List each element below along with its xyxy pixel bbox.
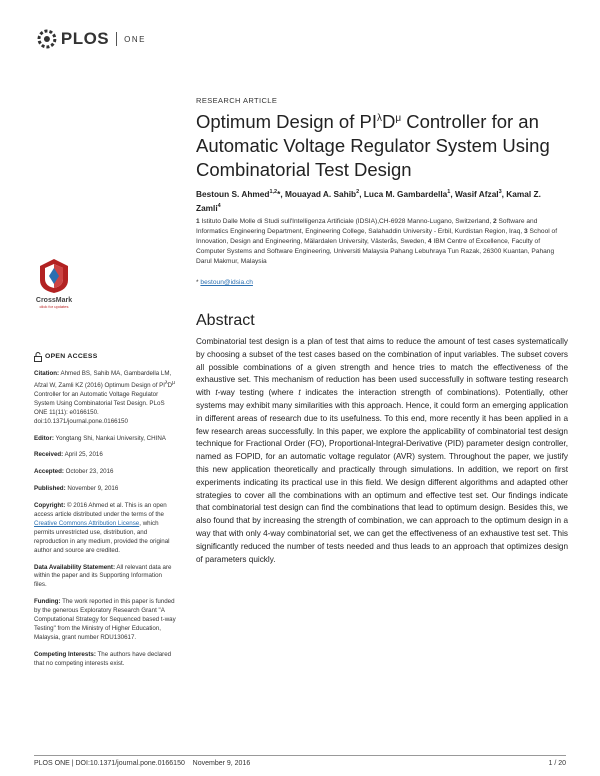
author[interactable]: Bestoun S. Ahmed$^{1,2}$*	[196, 188, 281, 199]
article-title: Optimum Design of $PI^\lambda D^\mu$ Controller for an Automatic Voltage Regulator System Using Combinatorial Test Design	[196, 111, 550, 181]
open-access-label: OPEN ACCESS	[34, 352, 176, 362]
author[interactable]: Mouayad A. Sahib$^2$	[284, 188, 360, 199]
logo-brand: PLOS	[60, 29, 110, 48]
logo-divider	[116, 32, 117, 46]
accepted-date: Accepted: October 23, 2016	[34, 468, 114, 476]
published-date: Published: November 9, 2016	[34, 485, 119, 493]
plos-one-logo[interactable]	[36, 28, 146, 50]
crossmark-badge[interactable]	[34, 258, 74, 312]
crossmark-icon	[37, 258, 71, 294]
footer-citation: PLOS ONE | DOI:10.1371/journal.pone.0166150 November 9, 2016	[34, 760, 251, 767]
crossmark-sub: click for updates	[39, 304, 69, 309]
license-link[interactable]: Creative Commons Attribution License	[34, 519, 140, 527]
corresponding-email: * bestoun@idsia.ch	[196, 279, 253, 286]
copyright: Copyright: © 2016 Ahmed et al. This is an open access article distributed under the terms of the Creative Commons Attribution License, which permits unrestricted use, distribution, and reproduction in any medium, provided the original author and source are credited.	[34, 502, 170, 554]
article-sidebar	[34, 352, 176, 677]
plos-logo-icon	[36, 28, 58, 50]
author[interactable]: Luca M. Gambardella$^1$	[363, 188, 451, 199]
author[interactable]: Kamal Z. Zamli$^4$	[196, 188, 541, 213]
footer-divider	[34, 755, 566, 756]
open-lock-icon	[34, 352, 42, 362]
competing-interests: Competing Interests: The authors have declared that no competing interests exist.	[34, 650, 172, 667]
data-availability: Data Availability Statement: All relevant data are within the paper and its Supporting Information files.	[34, 563, 172, 589]
funding: Funding: The work reported in this paper is funded by the generous Exploratory Research Grant "A Computational Strategy for Sequenced based t-way Testing" from the Ministry of Higher Education, Malaysia, grant number RDU130617.	[34, 598, 176, 641]
author[interactable]: Wasif Afzal$^3$	[454, 188, 502, 199]
article-type: RESEARCH ARTICLE	[196, 96, 278, 105]
abstract-body: Combinatorial test design is a plan of test that aims to reduce the amount of test cases systematically by choosing a subset of the test cases based on the combination of input variables. The subset covers all possible combinations of a given strength and hence tries to match the effectiveness of the exhaustive set. This mechanism of reduction has been used successfully in software testing research with t-way testing (where t indicates the interaction strength of combinations). Potentially, other systems may exhibit many similarities with this approach. Hence, it could form an emerging application in different areas of research due to its usefulness. To this end, more recently it has been applied in a few research areas successfully. In this paper, we explore the applicability of combinatorial test design technique for Fractional Order (FO), Proportional-Integral-Derivative (PID) parameter design controller, named as FOPID, for an automatic voltage regulator (AVR) system. Throughout the paper, we justify this new application theoretically and practically through simulations. In addition, we report on first experiments indicating its practical use in this field. We design different algorithms and adapted other strategies to cover all the combinations with an optimum and effective test set. Our findings indicate that combinatorial test design can find the combinations that lead to optimum design. Besides this, we also found that by increasing the strength of combination, we can approach to the optimum design in a way that with only 4-way combinatorial set, we can get the effectiveness of an exhaustive test set. This significantly reduced the number of tests needed and thus leads to an approach that optimizes design of parameters quickly.	[196, 337, 568, 564]
received-date: Received: April 25, 2016	[34, 451, 103, 459]
abstract-heading: Abstract	[196, 312, 255, 329]
author-list: Bestoun S. Ahmed$^{1,2}$*, Mouayad A. Sahib$^2$, Luca M. Gambardella$^1$, Wasif Afzal$^3$, Kamal Z. Zamli$^4$	[196, 188, 541, 213]
crossmark-label: CrossMark	[35, 297, 73, 304]
citation: Citation: Ahmed BS, Sahib MA, Gambardella LM, Afzal W, Zamli KZ (2016) Optimum Design of $PI^\lambda D^\mu$ Controller for an Automatic Voltage Regulator System Using Combinatorial Test Design. PLoS ONE 11(11): e0166150. doi:10.1371/journal.pone.0166150	[34, 370, 176, 425]
logo-journal: ONE	[124, 34, 146, 44]
email-link[interactable]: bestoun@idsia.ch	[200, 279, 253, 286]
editor: Editor: Yongtang Shi, Nankai University, CHINA	[34, 434, 166, 442]
affiliations: 1 Istituto Dalle Molle di Studi sull'Intelligenza Artificiale (IDSIA),CH-6928 Manno-Lugano, Switzerland, 2 Software and Informatics Engineering Department, Engineering College, Salahaddin University - Erbil, Kurdistan Region, Iraq, 3 School of Innovation, Design and Engineering, Mälardalen University, Västerås, Sweden, 4 IBM Centre of Excellence, Faculty of Computer Systems and Software Engineering, Universiti Malaysia Pahang Lebuhraya Tun Razak, 26300 Kuantan, Pahang Darul Makmur, Malaysia	[196, 218, 558, 265]
page-number: 1 / 20	[548, 760, 566, 767]
